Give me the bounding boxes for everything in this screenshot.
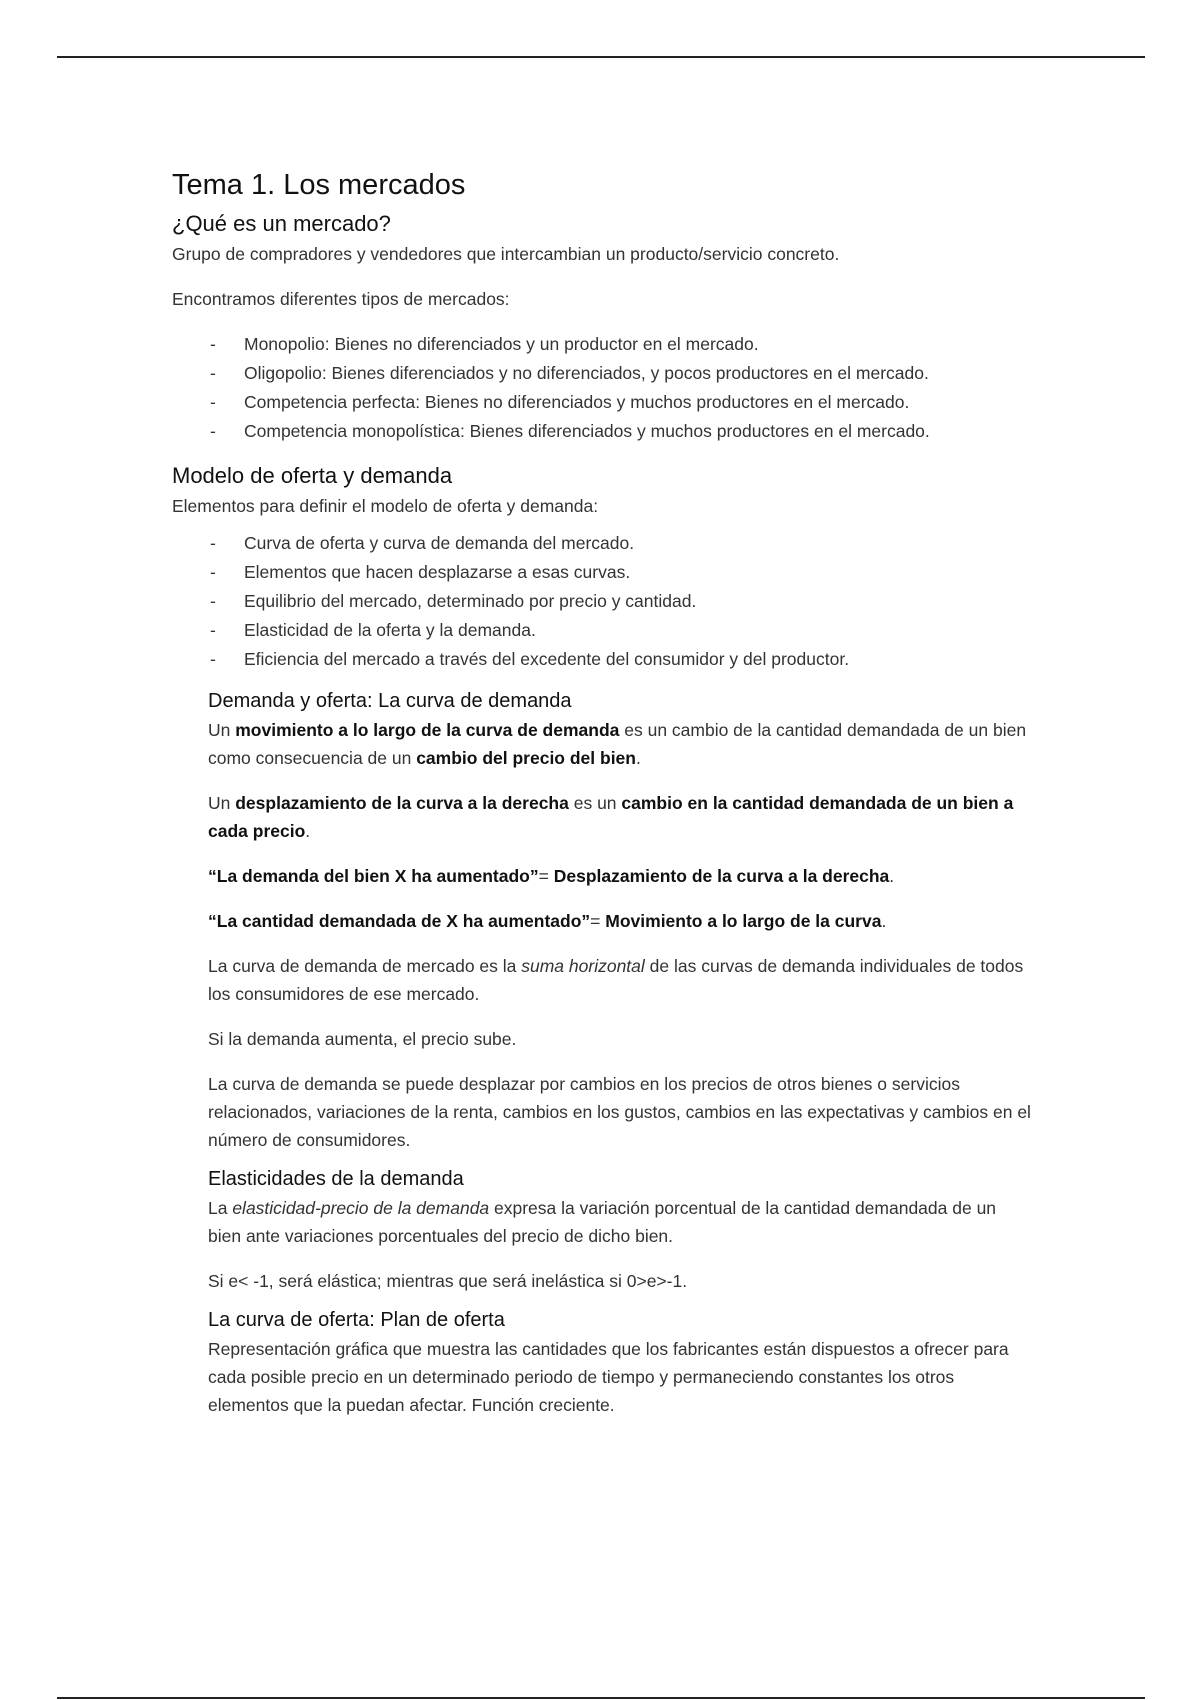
modelo-intro: Elementos para definir el modelo de oferta y demanda: bbox=[172, 496, 599, 516]
list-item: - Elasticidad de la oferta y la demanda. bbox=[244, 616, 1032, 644]
paragraph-movimiento: Un movimiento a lo largo de la curva de demanda es un cambio de la cantidad demandada de un bien como consecuencia de un cambio del precio del bien. bbox=[208, 720, 1027, 768]
subsection-heading-demanda: Demanda y oferta: La curva de demanda bbox=[208, 690, 572, 712]
paragraph-desplazar: La curva de demanda se puede desplazar por cambios en los precios de otros bienes o servicios relacionados, variaciones de la renta, cambios en los gustos, cambios en las expectativas y cambios en el número de consumidores. bbox=[208, 1074, 1031, 1150]
list-item: - Oligopolio: Bienes diferenciados y no diferenciados, y pocos productores en el mercado. bbox=[244, 359, 1032, 387]
list-item: - Equilibrio del mercado, determinado por precio y cantidad. bbox=[244, 587, 1032, 615]
bottom-rule bbox=[57, 1697, 1145, 1699]
paragraph-oferta: Representación gráfica que muestra las cantidades que los fabricantes están dispuestos a ofrecer para cada posible precio en un determinado periodo de tiempo y permaneciendo constantes los otros elementos que la puedan afectar. Función creciente. bbox=[208, 1339, 1009, 1415]
mercados-intro: Encontramos diferentes tipos de mercados: bbox=[172, 289, 510, 309]
model-elements-list bbox=[172, 529, 1032, 673]
paragraph-cantidad-aumentado: “La cantidad demandada de X ha aumentado”= Movimiento a lo largo de la curva. bbox=[208, 911, 887, 931]
mercado-definition: Grupo de compradores y vendedores que intercambian un producto/servicio concreto. bbox=[172, 244, 840, 264]
market-types-list bbox=[172, 330, 1032, 445]
paragraph-precio-sube: Si la demanda aumenta, el precio sube. bbox=[208, 1029, 517, 1049]
paragraph-demanda-aumentado: “La demanda del bien X ha aumentado”= Desplazamiento de la curva a la derecha. bbox=[208, 866, 895, 886]
list-item: - Eficiencia del mercado a través del excedente del consumidor y del productor. bbox=[244, 645, 1032, 673]
page-title: Tema 1. Los mercados bbox=[172, 169, 466, 201]
paragraph-suma-horizontal: La curva de demanda de mercado es la suma horizontal de las curvas de demanda individuales de todos los consumidores de ese mercado. bbox=[208, 956, 1024, 1004]
paragraph-desplazamiento: Un desplazamiento de la curva a la derecha es un cambio en la cantidad demandada de un bien a cada precio. bbox=[208, 793, 1014, 841]
document-body bbox=[172, 168, 1032, 1436]
list-item: - Competencia monopolística: Bienes diferenciados y muchos productores en el mercado. bbox=[244, 417, 1032, 445]
paragraph-elasticidad: La elasticidad-precio de la demanda expresa la variación porcentual de la cantidad demandada de un bien ante variaciones porcentuales del precio de dicho bien. bbox=[208, 1198, 997, 1246]
list-item: - Monopolio: Bienes no diferenciados y un productor en el mercado. bbox=[244, 330, 1032, 358]
list-item: - Competencia perfecta: Bienes no diferenciados y muchos productores en el mercado. bbox=[244, 388, 1032, 416]
subsection-demanda bbox=[208, 688, 1032, 1419]
list-item: - Curva de oferta y curva de demanda del mercado. bbox=[244, 529, 1032, 557]
subsection-heading-elasticidades: Elasticidades de la demanda bbox=[208, 1168, 464, 1190]
section-heading-modelo: Modelo de oferta y demanda bbox=[172, 463, 453, 488]
list-item: - Elementos que hacen desplazarse a esas curvas. bbox=[244, 558, 1032, 586]
top-rule bbox=[57, 56, 1145, 58]
section-heading-mercado: ¿Qué es un mercado? bbox=[172, 211, 391, 236]
paragraph-elastica: Si e< -1, será elástica; mientras que será inelástica si 0>e>-1. bbox=[208, 1271, 688, 1291]
subsection-heading-oferta: La curva de oferta: Plan de oferta bbox=[208, 1309, 505, 1331]
